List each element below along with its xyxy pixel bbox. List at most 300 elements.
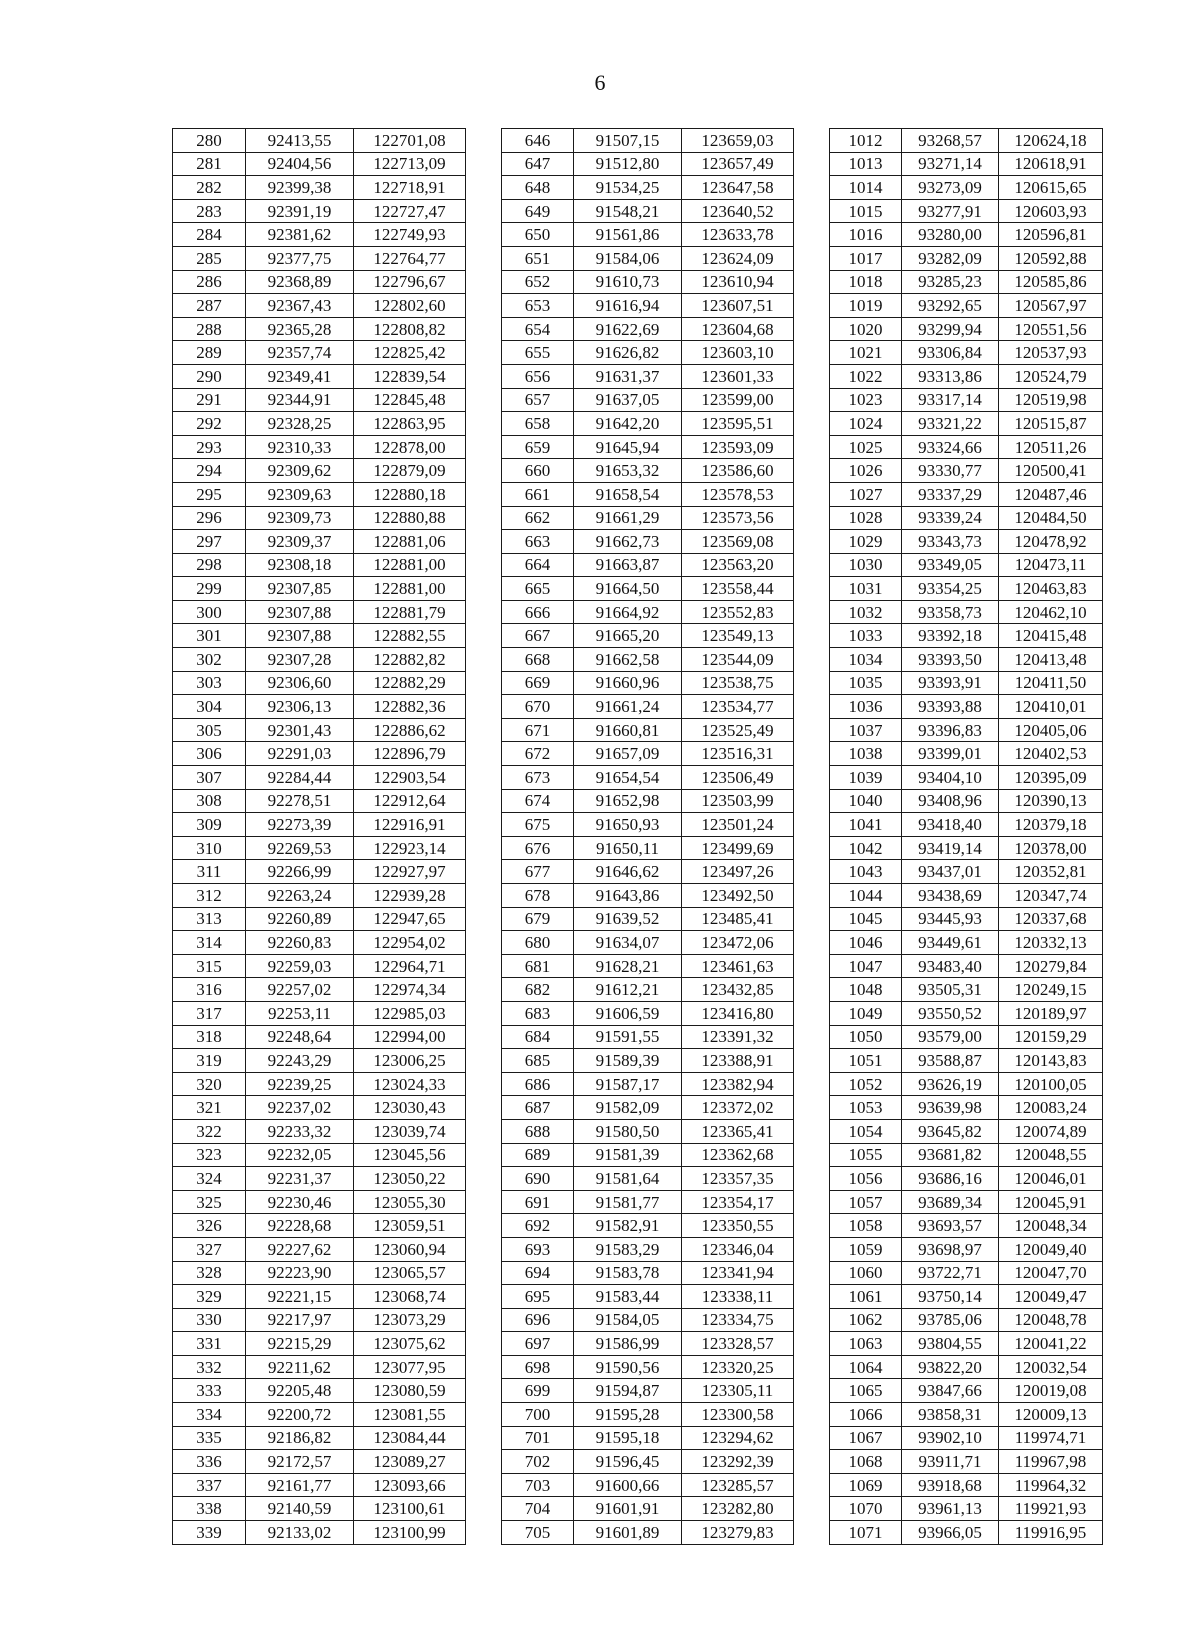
point-number: 698 — [502, 1355, 574, 1379]
x-coordinate: 93902,10 — [902, 1426, 999, 1450]
point-number: 686 — [502, 1072, 574, 1096]
column-gap — [466, 294, 502, 318]
table-row — [173, 1214, 1103, 1238]
x-coordinate: 93918,68 — [902, 1473, 999, 1497]
x-coordinate: 91594,87 — [574, 1379, 682, 1403]
y-coordinate: 120347,74 — [999, 884, 1103, 908]
y-coordinate: 122749,93 — [354, 223, 466, 247]
y-coordinate: 123492,50 — [682, 884, 794, 908]
point-number: 1018 — [830, 270, 902, 294]
x-coordinate: 92140,59 — [246, 1497, 354, 1521]
column-gap — [794, 742, 830, 766]
table-row — [173, 341, 1103, 365]
x-coordinate: 92260,83 — [246, 931, 354, 955]
y-coordinate: 120083,24 — [999, 1096, 1103, 1120]
point-number: 286 — [173, 270, 246, 294]
point-number: 1020 — [830, 317, 902, 341]
y-coordinate: 123599,00 — [682, 388, 794, 412]
point-number: 285 — [173, 246, 246, 270]
y-coordinate: 123362,68 — [682, 1143, 794, 1167]
y-coordinate: 120249,15 — [999, 978, 1103, 1002]
x-coordinate: 91653,32 — [574, 459, 682, 483]
point-number: 293 — [173, 435, 246, 459]
y-coordinate: 123538,75 — [682, 671, 794, 695]
x-coordinate: 91639,52 — [574, 907, 682, 931]
point-number: 697 — [502, 1332, 574, 1356]
point-number: 672 — [502, 742, 574, 766]
x-coordinate: 91650,11 — [574, 836, 682, 860]
point-number: 289 — [173, 341, 246, 365]
point-number: 316 — [173, 978, 246, 1002]
x-coordinate: 92308,18 — [246, 553, 354, 577]
y-coordinate: 123558,44 — [682, 577, 794, 601]
point-number: 1045 — [830, 907, 902, 931]
y-coordinate: 120048,78 — [999, 1308, 1103, 1332]
table-row — [173, 1332, 1103, 1356]
x-coordinate: 93418,40 — [902, 813, 999, 837]
x-coordinate: 92223,90 — [246, 1261, 354, 1285]
x-coordinate: 93419,14 — [902, 836, 999, 860]
point-number: 313 — [173, 907, 246, 931]
table-row — [173, 1261, 1103, 1285]
point-number: 695 — [502, 1285, 574, 1309]
table-row — [173, 1096, 1103, 1120]
point-number: 1043 — [830, 860, 902, 884]
x-coordinate: 91657,09 — [574, 742, 682, 766]
y-coordinate: 123059,51 — [354, 1214, 466, 1238]
column-gap — [794, 1497, 830, 1521]
point-number: 337 — [173, 1473, 246, 1497]
x-coordinate: 91634,07 — [574, 931, 682, 955]
x-coordinate: 92309,37 — [246, 530, 354, 554]
x-coordinate: 92367,43 — [246, 294, 354, 318]
y-coordinate: 123357,35 — [682, 1167, 794, 1191]
y-coordinate: 120041,22 — [999, 1332, 1103, 1356]
point-number: 669 — [502, 671, 574, 695]
y-coordinate: 123388,91 — [682, 1049, 794, 1073]
point-number: 291 — [173, 388, 246, 412]
y-coordinate: 122985,03 — [354, 1001, 466, 1025]
y-coordinate: 123292,39 — [682, 1450, 794, 1474]
column-gap — [794, 884, 830, 908]
column-gap — [466, 860, 502, 884]
table-row — [173, 152, 1103, 176]
column-gap — [794, 1473, 830, 1497]
column-gap — [466, 1473, 502, 1497]
x-coordinate: 91586,99 — [574, 1332, 682, 1356]
y-coordinate: 122881,79 — [354, 600, 466, 624]
x-coordinate: 93330,77 — [902, 459, 999, 483]
x-coordinate: 92257,02 — [246, 978, 354, 1002]
column-gap — [466, 1308, 502, 1332]
x-coordinate: 93550,52 — [902, 1001, 999, 1025]
x-coordinate: 93393,50 — [902, 648, 999, 672]
column-gap — [794, 1190, 830, 1214]
coordinates-table — [172, 128, 1103, 1545]
y-coordinate: 120395,09 — [999, 766, 1103, 790]
y-coordinate: 120618,91 — [999, 152, 1103, 176]
point-number: 1019 — [830, 294, 902, 318]
point-number: 682 — [502, 978, 574, 1002]
point-number: 300 — [173, 600, 246, 624]
point-number: 690 — [502, 1167, 574, 1191]
table-row — [173, 600, 1103, 624]
x-coordinate: 91581,39 — [574, 1143, 682, 1167]
x-coordinate: 91664,50 — [574, 577, 682, 601]
x-coordinate: 93686,16 — [902, 1167, 999, 1191]
point-number: 1030 — [830, 553, 902, 577]
point-number: 647 — [502, 152, 574, 176]
point-number: 1071 — [830, 1521, 902, 1545]
x-coordinate: 93437,01 — [902, 860, 999, 884]
table-row — [173, 294, 1103, 318]
x-coordinate: 91660,96 — [574, 671, 682, 695]
y-coordinate: 119974,71 — [999, 1426, 1103, 1450]
y-coordinate: 122881,00 — [354, 577, 466, 601]
y-coordinate: 120379,18 — [999, 813, 1103, 837]
point-number: 1070 — [830, 1497, 902, 1521]
table-row — [173, 1001, 1103, 1025]
x-coordinate: 91601,89 — [574, 1521, 682, 1545]
point-number: 282 — [173, 176, 246, 200]
y-coordinate: 123328,57 — [682, 1332, 794, 1356]
point-number: 668 — [502, 648, 574, 672]
x-coordinate: 92391,19 — [246, 199, 354, 223]
table-row — [173, 1143, 1103, 1167]
column-gap — [466, 246, 502, 270]
point-number: 703 — [502, 1473, 574, 1497]
column-gap — [466, 1096, 502, 1120]
point-number: 678 — [502, 884, 574, 908]
point-number: 683 — [502, 1001, 574, 1025]
x-coordinate: 92273,39 — [246, 813, 354, 837]
y-coordinate: 123549,13 — [682, 624, 794, 648]
x-coordinate: 92211,62 — [246, 1355, 354, 1379]
point-number: 336 — [173, 1450, 246, 1474]
point-number: 324 — [173, 1167, 246, 1191]
table-row — [173, 482, 1103, 506]
point-number: 665 — [502, 577, 574, 601]
x-coordinate: 91662,58 — [574, 648, 682, 672]
x-coordinate: 91582,09 — [574, 1096, 682, 1120]
column-gap — [794, 577, 830, 601]
column-gap — [794, 907, 830, 931]
table-row — [173, 1119, 1103, 1143]
y-coordinate: 120415,48 — [999, 624, 1103, 648]
y-coordinate: 123461,63 — [682, 954, 794, 978]
point-number: 1046 — [830, 931, 902, 955]
x-coordinate: 93271,14 — [902, 152, 999, 176]
x-coordinate: 93339,24 — [902, 506, 999, 530]
column-gap — [794, 931, 830, 955]
y-coordinate: 123294,62 — [682, 1426, 794, 1450]
point-number: 1060 — [830, 1261, 902, 1285]
y-coordinate: 122974,34 — [354, 978, 466, 1002]
x-coordinate: 92263,24 — [246, 884, 354, 908]
point-number: 1054 — [830, 1119, 902, 1143]
y-coordinate: 120411,50 — [999, 671, 1103, 695]
x-coordinate: 92344,91 — [246, 388, 354, 412]
point-number: 1067 — [830, 1426, 902, 1450]
x-coordinate: 93693,57 — [902, 1214, 999, 1238]
x-coordinate: 91663,87 — [574, 553, 682, 577]
x-coordinate: 91580,50 — [574, 1119, 682, 1143]
y-coordinate: 122879,09 — [354, 459, 466, 483]
x-coordinate: 92233,32 — [246, 1119, 354, 1143]
column-gap — [466, 1143, 502, 1167]
x-coordinate: 91660,81 — [574, 718, 682, 742]
column-gap — [466, 1049, 502, 1073]
y-coordinate: 122882,36 — [354, 695, 466, 719]
point-number: 664 — [502, 553, 574, 577]
column-gap — [794, 1285, 830, 1309]
y-coordinate: 122947,65 — [354, 907, 466, 931]
point-number: 657 — [502, 388, 574, 412]
column-gap — [794, 152, 830, 176]
column-gap — [466, 789, 502, 813]
point-number: 322 — [173, 1119, 246, 1143]
y-coordinate: 120615,65 — [999, 176, 1103, 200]
y-coordinate: 123073,29 — [354, 1308, 466, 1332]
point-number: 699 — [502, 1379, 574, 1403]
table-row — [173, 931, 1103, 955]
column-gap — [794, 648, 830, 672]
y-coordinate: 120049,47 — [999, 1285, 1103, 1309]
point-number: 649 — [502, 199, 574, 223]
column-gap — [466, 482, 502, 506]
column-gap — [794, 1214, 830, 1238]
y-coordinate: 123586,60 — [682, 459, 794, 483]
x-coordinate: 92248,64 — [246, 1025, 354, 1049]
x-coordinate: 91582,91 — [574, 1214, 682, 1238]
column-gap — [794, 1355, 830, 1379]
point-number: 684 — [502, 1025, 574, 1049]
y-coordinate: 120378,00 — [999, 836, 1103, 860]
y-coordinate: 123552,83 — [682, 600, 794, 624]
y-coordinate: 123050,22 — [354, 1167, 466, 1191]
point-number: 675 — [502, 813, 574, 837]
point-number: 339 — [173, 1521, 246, 1545]
column-gap — [466, 1214, 502, 1238]
x-coordinate: 92172,57 — [246, 1450, 354, 1474]
point-number: 1059 — [830, 1237, 902, 1261]
column-gap — [466, 600, 502, 624]
table-row — [173, 1190, 1103, 1214]
y-coordinate: 123077,95 — [354, 1355, 466, 1379]
x-coordinate: 91584,05 — [574, 1308, 682, 1332]
column-gap — [466, 1355, 502, 1379]
y-coordinate: 123647,58 — [682, 176, 794, 200]
x-coordinate: 93689,34 — [902, 1190, 999, 1214]
y-coordinate: 122764,77 — [354, 246, 466, 270]
x-coordinate: 91583,29 — [574, 1237, 682, 1261]
point-number: 301 — [173, 624, 246, 648]
x-coordinate: 93321,22 — [902, 412, 999, 436]
x-coordinate: 92381,62 — [246, 223, 354, 247]
column-gap — [466, 459, 502, 483]
column-gap — [794, 1119, 830, 1143]
x-coordinate: 93343,73 — [902, 530, 999, 554]
column-gap — [466, 1167, 502, 1191]
x-coordinate: 92266,99 — [246, 860, 354, 884]
y-coordinate: 122825,42 — [354, 341, 466, 365]
point-number: 332 — [173, 1355, 246, 1379]
x-coordinate: 91507,15 — [574, 129, 682, 153]
y-coordinate: 122927,97 — [354, 860, 466, 884]
point-number: 325 — [173, 1190, 246, 1214]
y-coordinate: 120048,55 — [999, 1143, 1103, 1167]
column-gap — [794, 294, 830, 318]
x-coordinate: 92399,38 — [246, 176, 354, 200]
x-coordinate: 91591,55 — [574, 1025, 682, 1049]
y-coordinate: 122727,47 — [354, 199, 466, 223]
column-gap — [794, 1379, 830, 1403]
column-gap — [466, 176, 502, 200]
point-number: 303 — [173, 671, 246, 695]
y-coordinate: 120410,01 — [999, 695, 1103, 719]
y-coordinate: 122903,54 — [354, 766, 466, 790]
point-number: 1048 — [830, 978, 902, 1002]
y-coordinate: 122964,71 — [354, 954, 466, 978]
table-row — [173, 317, 1103, 341]
point-number: 659 — [502, 435, 574, 459]
x-coordinate: 92306,13 — [246, 695, 354, 719]
point-number: 662 — [502, 506, 574, 530]
y-coordinate: 123563,20 — [682, 553, 794, 577]
x-coordinate: 93408,96 — [902, 789, 999, 813]
point-number: 1017 — [830, 246, 902, 270]
column-gap — [794, 199, 830, 223]
y-coordinate: 123305,11 — [682, 1379, 794, 1403]
column-gap — [466, 954, 502, 978]
y-coordinate: 123060,94 — [354, 1237, 466, 1261]
point-number: 311 — [173, 860, 246, 884]
y-coordinate: 120478,92 — [999, 530, 1103, 554]
y-coordinate: 123045,56 — [354, 1143, 466, 1167]
table-row — [173, 1379, 1103, 1403]
y-coordinate: 120463,83 — [999, 577, 1103, 601]
y-coordinate: 123365,41 — [682, 1119, 794, 1143]
table-row — [173, 1521, 1103, 1545]
y-coordinate: 123633,78 — [682, 223, 794, 247]
x-coordinate: 93306,84 — [902, 341, 999, 365]
x-coordinate: 93268,57 — [902, 129, 999, 153]
x-coordinate: 92301,43 — [246, 718, 354, 742]
table-row — [173, 813, 1103, 837]
y-coordinate: 122880,18 — [354, 482, 466, 506]
x-coordinate: 91612,21 — [574, 978, 682, 1002]
point-number: 1044 — [830, 884, 902, 908]
y-coordinate: 123080,59 — [354, 1379, 466, 1403]
point-number: 1061 — [830, 1285, 902, 1309]
x-coordinate: 93750,14 — [902, 1285, 999, 1309]
y-coordinate: 123068,74 — [354, 1285, 466, 1309]
point-number: 315 — [173, 954, 246, 978]
column-gap — [466, 718, 502, 742]
y-coordinate: 120046,01 — [999, 1167, 1103, 1191]
x-coordinate: 92328,25 — [246, 412, 354, 436]
y-coordinate: 120473,11 — [999, 553, 1103, 577]
y-coordinate: 123030,43 — [354, 1096, 466, 1120]
column-gap — [466, 1497, 502, 1521]
x-coordinate: 91534,25 — [574, 176, 682, 200]
y-coordinate: 123279,83 — [682, 1521, 794, 1545]
y-coordinate: 122882,29 — [354, 671, 466, 695]
point-number: 680 — [502, 931, 574, 955]
point-number: 299 — [173, 577, 246, 601]
point-number: 306 — [173, 742, 246, 766]
y-coordinate: 123075,62 — [354, 1332, 466, 1356]
column-gap — [794, 459, 830, 483]
table-row — [173, 1237, 1103, 1261]
column-gap — [466, 884, 502, 908]
y-coordinate: 120143,83 — [999, 1049, 1103, 1073]
y-coordinate: 123372,02 — [682, 1096, 794, 1120]
x-coordinate: 92309,63 — [246, 482, 354, 506]
y-coordinate: 123610,94 — [682, 270, 794, 294]
column-gap — [794, 246, 830, 270]
x-coordinate: 93438,69 — [902, 884, 999, 908]
x-coordinate: 91595,28 — [574, 1403, 682, 1427]
y-coordinate: 123024,33 — [354, 1072, 466, 1096]
x-coordinate: 93961,13 — [902, 1497, 999, 1521]
x-coordinate: 91631,37 — [574, 364, 682, 388]
column-gap — [466, 553, 502, 577]
y-coordinate: 122882,55 — [354, 624, 466, 648]
x-coordinate: 91662,73 — [574, 530, 682, 554]
table-row — [173, 742, 1103, 766]
point-number: 333 — [173, 1379, 246, 1403]
point-number: 676 — [502, 836, 574, 860]
y-coordinate: 120511,26 — [999, 435, 1103, 459]
point-number: 329 — [173, 1285, 246, 1309]
y-coordinate: 120484,50 — [999, 506, 1103, 530]
point-number: 1023 — [830, 388, 902, 412]
column-gap — [466, 270, 502, 294]
x-coordinate: 93292,65 — [902, 294, 999, 318]
x-coordinate: 92228,68 — [246, 1214, 354, 1238]
y-coordinate: 120049,40 — [999, 1237, 1103, 1261]
table-row — [173, 1285, 1103, 1309]
y-coordinate: 123624,09 — [682, 246, 794, 270]
x-coordinate: 91646,62 — [574, 860, 682, 884]
point-number: 670 — [502, 695, 574, 719]
x-coordinate: 92227,62 — [246, 1237, 354, 1261]
x-coordinate: 92232,05 — [246, 1143, 354, 1167]
point-number: 704 — [502, 1497, 574, 1521]
x-coordinate: 91642,20 — [574, 412, 682, 436]
x-coordinate: 93324,66 — [902, 435, 999, 459]
x-coordinate: 91661,29 — [574, 506, 682, 530]
x-coordinate: 91590,56 — [574, 1355, 682, 1379]
x-coordinate: 91645,94 — [574, 435, 682, 459]
point-number: 320 — [173, 1072, 246, 1096]
point-number: 281 — [173, 152, 246, 176]
y-coordinate: 123382,94 — [682, 1072, 794, 1096]
column-gap — [466, 1001, 502, 1025]
column-gap — [794, 506, 830, 530]
point-number: 298 — [173, 553, 246, 577]
table-row — [173, 1308, 1103, 1332]
y-coordinate: 120524,79 — [999, 364, 1103, 388]
point-number: 1068 — [830, 1450, 902, 1474]
x-coordinate: 93505,31 — [902, 978, 999, 1002]
x-coordinate: 93393,91 — [902, 671, 999, 695]
table-row — [173, 176, 1103, 200]
y-coordinate: 123604,68 — [682, 317, 794, 341]
y-coordinate: 123391,32 — [682, 1025, 794, 1049]
table-row — [173, 1072, 1103, 1096]
